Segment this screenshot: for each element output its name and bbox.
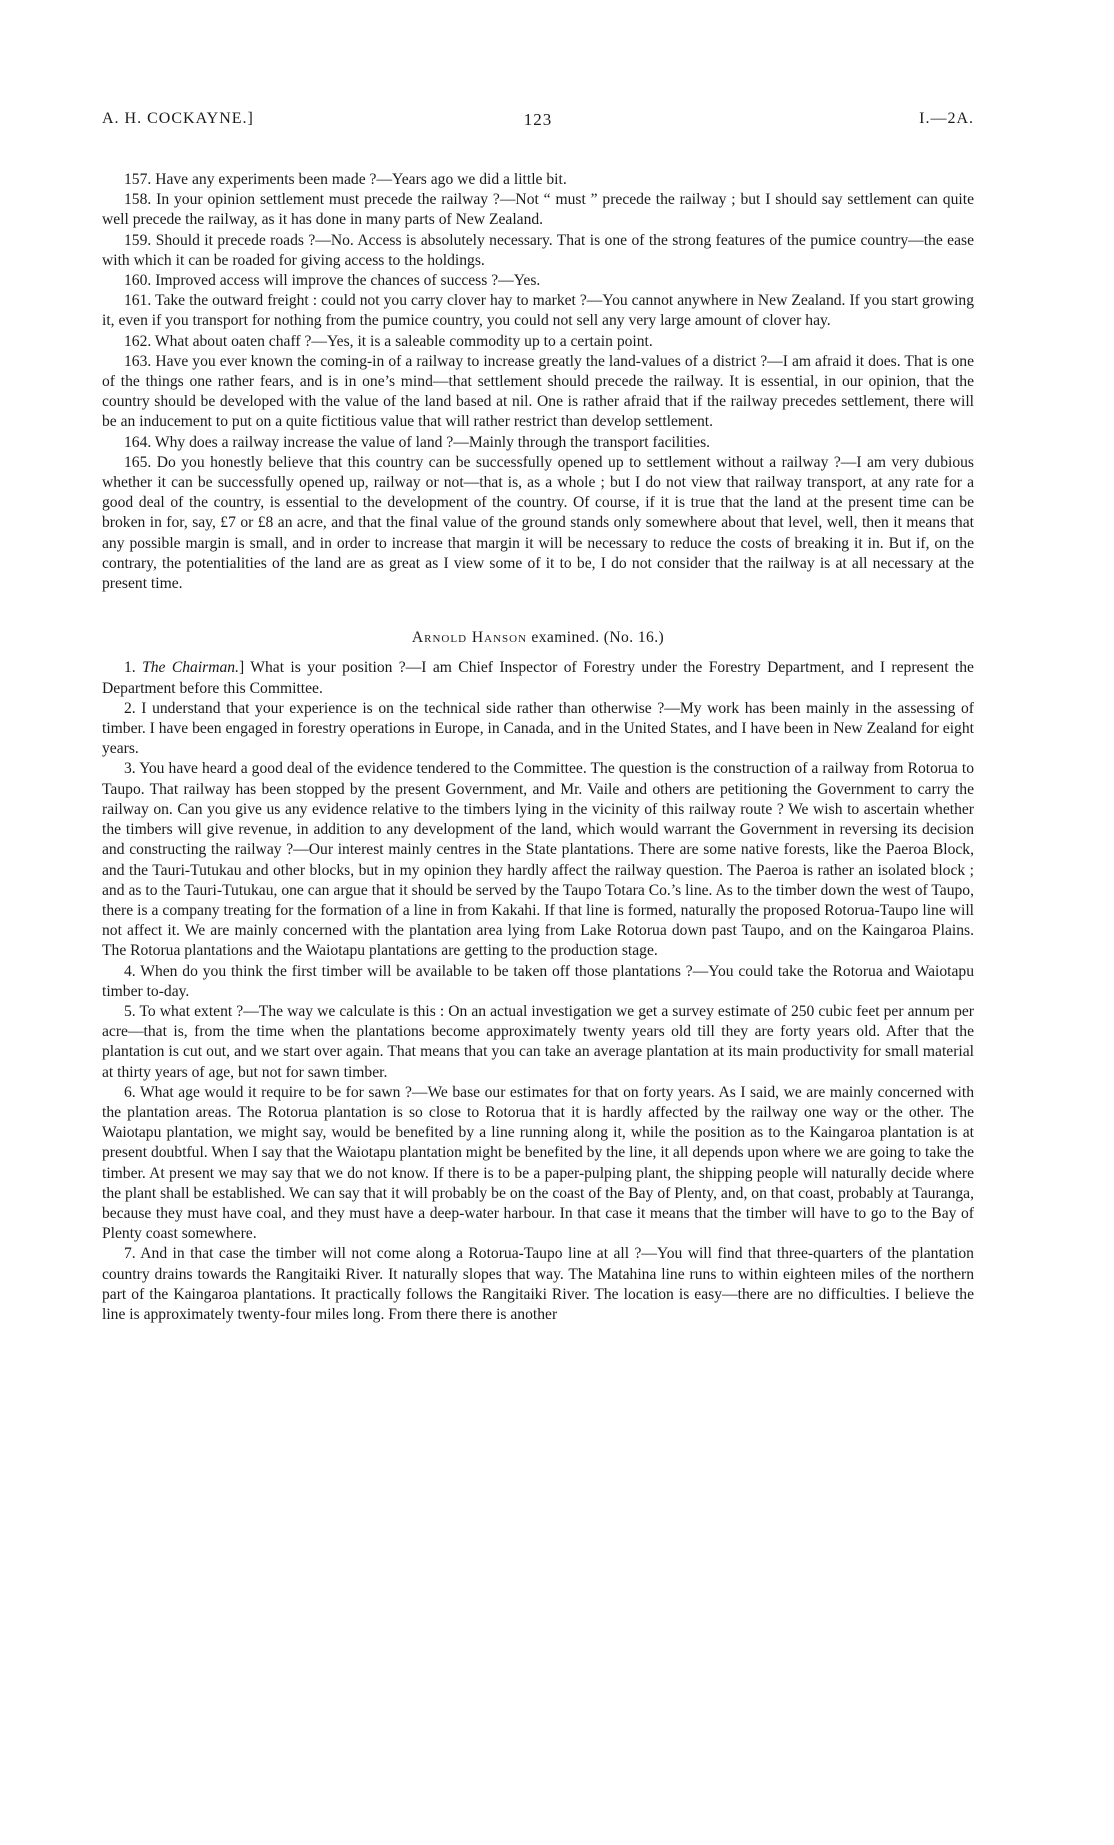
question-text: Do you honestly believe that this country can be successfully opened up to settlement without a railway ?—I am very dubious whether it can be successfully opened up, railway or not—that is, as a whole ; but I do not view that railway transport, at any rate for a good deal of the country, is essential to the development of the country. Of course, if it is true that the land at the present time can be broken in for, say, £7 or £8 an acre, and that the final value of the ground stands only somewhere about that level, well, then it means that any possible margin is small, and in order to increase that margin it will be necessary to reduce the costs of breaking it in. But if, on the contrary, the potentialities of the land are as great as I view some of it to be, I do not consider that the railway is at all necessary at the present time. [102,453,974,593]
question-text: What about oaten chaff ?—Yes, it is a saleable commodity up to a certain point. [154,332,653,350]
question-text: You have heard a good deal of the evidence tendered to the Committee. The question is the construction of a railway from Rotorua to Taupo. That railway has been stopped by the present Government, and Mr. Vaile and others are petitioning the Government to carry the railway on. Can you give us any evidence relative to the timbers lying in the vicinity of this railway route ? We wish to ascertain whether the timbers will give revenue, in addition to any development of the land, which would warrant the Government in reversing its decision and constructing the railway ?—Our interest mainly centres in the State plantations. There are some native forests, like the Paeroa Block, and the Tauri-Tutukau and other blocks, but in my opinion they hardly affect the railway question. The Paeroa is rather an isolated block ; and as to the Tauri-Tutukau, one can argue that it should be served by the Taupo Totara Co.’s line. As to the timber down the west of Taupo, there is a company treating for the formation of a line in from Kakahi. If that line is formed, naturally the proposed Rotorua-Taupo line will not affect it. We are mainly concerned with the plantation area lying from Lake Rotorua down past Taupo, and on the Kaingaroa Plains. The Rotorua plantations and the Waiotapu plantations are getting to the production stage. [102,760,975,960]
question-text: Have any experiments been made ?—Years ago we did a little bit. [155,171,567,188]
question-text: Improved access will improve the chances of success ?—Yes. [155,272,541,290]
question-text: Have you ever known the coming-in of a railway to increase greatly the land-values of a district ?—I am afraid it does. That is one of the things one rather fears, and is in one’s mind—that settlement should precede the railway. It is essential, in our opinion, that the country should be developed with the value of the land based at nil. One is rather afraid that if the railway precedes settlement, there will be an inducement to put on a quite fictitious value that will rather restrict than develop settlement. [102,352,974,431]
question-text: I understand that your experience is on the technical side rather than otherwise ?—My work has been mainly in the assessing of timber. I have been engaged in forestry operations in Europe, in Canada, and in the United States, and I have been in New Zealand for eight years. [102,699,974,758]
question-text: Should it precede roads ?—No. Access is absolutely necessary. That is one of the strong features of the pumice country—the ease with which it can be roaded for giving access to the holdings. [102,231,974,269]
question-number: 162. [124,332,152,350]
question-paragraph [102,291,974,331]
question-paragraph [102,332,974,352]
question-paragraph [102,231,974,271]
question-text: In your opinion settlement must precede the railway ?—Not “ must ” precede the railway ; but I should say settlement can quite well precede the railway, as it has done in many parts of New Zealand. [102,191,974,229]
question-text: What age would it require to be for sawn ?—We base our estimates for that on forty years. As I said, we are mainly concerned with the plantation areas. The Rotorua plantation is so close to Rotorua that it is hardly affected by the railway one way or the other. The Waiotapu plantation, we might say, would be benefited by a line running along it, while the position as to the Kaingaroa plantation is at present doubtful. When I say that the Waiotapu plantation might be benefited by the line, it all depends upon where we are going to take the timber. At present we may say that we do not know. If there is to be a paper-pulping plant, the shipping people will naturally decide where the plant shall be established. We can say that it will probably be on the coast of the Bay of Plenty, and, on that coast, probably at Tauranga, because they must have coal, and they must have a deep-water harbour. In that case it means that the timber will have to go to the Bay of Plenty coast somewhere. [102,1083,974,1243]
question-paragraph [102,453,974,594]
question-number: 3. [124,760,136,778]
speaker-label: The Chairman. [142,659,239,677]
question-paragraph [102,170,974,190]
question-paragraph [102,759,974,961]
question-number: 6. [124,1083,136,1101]
question-paragraph [102,658,974,698]
question-paragraph [102,433,974,453]
question-number: 159. [124,231,152,249]
witness-heading [102,628,974,648]
question-paragraph [102,699,974,760]
section-cockayne-evidence [102,170,974,594]
question-paragraph [102,962,974,1002]
question-text: ] What is your position ?—I am Chief Inspector of Forestry under the Forestry Department, and I represent the Department before this Committee. [102,659,974,697]
paper-reference: I.—2A. [919,110,974,127]
witness-heading-rest: examined. (No. 16.) [531,629,665,647]
question-paragraph [102,190,974,230]
question-number: 165. [124,453,152,471]
question-number: 157. [124,171,152,188]
question-paragraph [102,1244,974,1325]
question-number: 1. [124,659,136,677]
page-number: 123 [523,110,553,129]
question-number: 2. [124,699,136,717]
question-text: And in that case the timber will not come along a Rotorua-Taupo line at all ?—You will find that three-quarters of the plantation country drains towards the Rangitaiki River. It naturally slopes that way. The Matahina line runs to within eighteen miles of the northern part of the Kaingaroa plantations. It practically follows the Rangitaiki River. The location is easy—there are no difficulties. I believe the line is approximately twenty-four miles long. From there there is another [102,1245,974,1323]
question-paragraph [102,1083,974,1245]
running-header [102,110,974,136]
question-text: Why does a railway increase the value of land ?—Mainly through the transport facilities. [154,433,711,451]
question-number: 158. [124,191,152,209]
witness-name: Arnold Hanson [411,629,528,647]
question-paragraph [102,271,974,291]
question-paragraph [102,1002,974,1083]
question-text: To what extent ?—The way we calculate is this : On an actual investigation we get a survey estimate of 250 cubic feet per annum per acre—that is, from the time when the plantations become approximately twenty years old till they are forty years old. After that the plantation is cut out, and we start over again. That means that you can take an average plantation at its main productivity for small material at thirty years of age, but not for sawn timber. [102,1002,975,1081]
header-witness-name: A. H. COCKAYNE.] [102,110,254,127]
question-text: Take the outward freight : could not you carry clover hay to market ?—You cannot anywhere in New Zealand. If you start growing it, even if you transport for nothing from the pumice country, you could not sell any very large amount of clover hay. [102,292,974,330]
question-number: 7. [124,1245,136,1263]
document-page [102,110,974,1325]
question-number: 161. [124,292,152,310]
question-number: 4. [124,962,136,980]
section-hanson-evidence [102,658,974,1325]
document-body [102,170,974,1325]
question-text: When do you think the first timber will be available to be taken off those plantations ?—You could take the Rotorua and Waiotapu timber to-day. [102,962,974,1000]
question-number: 160. [124,272,152,290]
question-paragraph [102,352,974,433]
question-number: 5. [124,1002,136,1020]
question-number: 164. [124,433,152,451]
question-number: 163. [124,352,152,370]
